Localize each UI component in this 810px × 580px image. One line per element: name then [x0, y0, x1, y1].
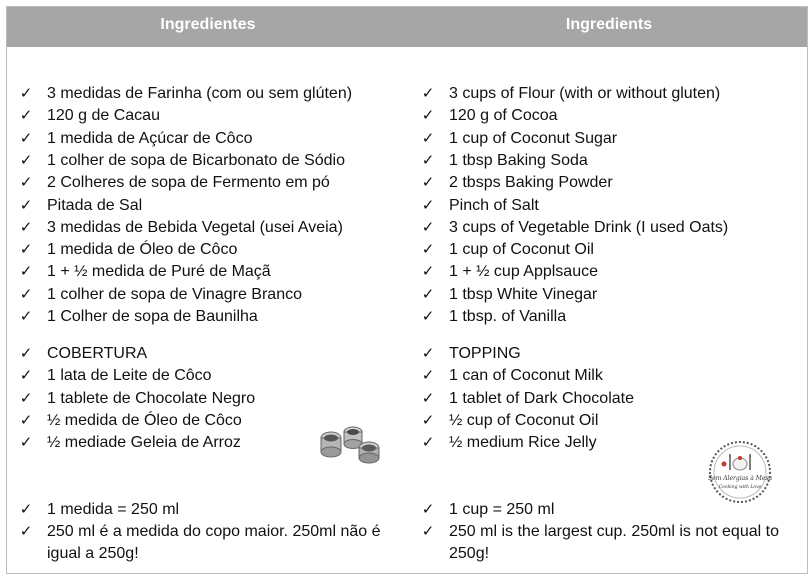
check-icon: ✓ [421, 196, 435, 214]
item-text: ½ mediade Geleia de Arroz [47, 434, 241, 452]
item-text: 1 colher de sopa de Vinagre Branco [47, 285, 302, 303]
check-icon: ✓ [421, 151, 435, 169]
check-icon: ✓ [19, 411, 33, 429]
item-text: 1 cup of Coconut Sugar [449, 129, 618, 147]
check-icon: ✓ [421, 308, 435, 325]
ingredient-item [409, 284, 809, 306]
ingredient-item [7, 172, 409, 194]
column-portuguese [7, 47, 409, 573]
topping-item [7, 365, 409, 387]
item-text: Pinch of Salt [449, 196, 539, 214]
item-text: 1 tbsp White Vinegar [449, 285, 598, 303]
item-text: ½ medium Rice Jelly [449, 434, 597, 452]
check-icon: ✓ [19, 367, 33, 385]
item-text: 3 cups of Vegetable Drink (I used Oats) [449, 218, 729, 236]
item-text: 1 can of Coconut Milk [449, 367, 603, 385]
check-icon: ✓ [19, 129, 33, 147]
item-text: 1 cup = 250 ml [449, 501, 555, 518]
check-icon: ✓ [19, 434, 33, 452]
check-icon: ✓ [19, 308, 33, 325]
topping-item [409, 343, 809, 365]
item-text: Pitada de Sal [47, 196, 143, 214]
item-text: 3 cups of Flour (with or without gluten) [449, 85, 721, 102]
check-icon: ✓ [19, 151, 33, 169]
item-text: 1 + ½ medida de Puré de Maçã [47, 263, 271, 281]
item-text: 3 medidas de Farinha (com ou sem glúten) [47, 85, 353, 102]
item-text: TOPPING [449, 345, 521, 362]
ingredient-item [7, 105, 409, 127]
check-icon: ✓ [421, 218, 435, 236]
item-text: 120 g of Cocoa [449, 107, 558, 125]
item-text: COBERTURA [47, 345, 148, 362]
ingredient-item [7, 284, 409, 306]
check-icon: ✓ [421, 174, 435, 192]
check-icon: ✓ [19, 241, 33, 259]
topping-item [409, 410, 809, 432]
item-text: 120 g de Cacau [47, 107, 160, 125]
item-text: 1 colher de sopa de Bicarbonato de Sódio [47, 151, 345, 169]
check-icon: ✓ [421, 411, 435, 429]
ingredient-item [409, 172, 809, 194]
item-text: 1 cup of Coconut Oil [449, 241, 594, 259]
item-text: 2 Colheres de sopa de Fermento em pó [47, 174, 330, 192]
check-icon: ✓ [421, 345, 435, 362]
check-icon: ✓ [19, 263, 33, 281]
ingredient-item [7, 306, 409, 328]
ingredient-item [7, 195, 409, 217]
ingredient-item [409, 217, 809, 239]
check-icon: ✓ [19, 389, 33, 407]
item-text: 1 Colher de sopa de Baunilha [47, 308, 258, 325]
item-text: 2 tbsps Baking Powder [449, 174, 613, 192]
ingredient-item [409, 128, 809, 150]
header-portuguese: Ingredientes [160, 16, 256, 33]
logo-tagline: Cooking with Love [718, 485, 762, 490]
header-english: Ingredients [565, 16, 653, 33]
check-icon: ✓ [421, 263, 435, 281]
ingredient-item [7, 150, 409, 172]
ingredient-item [409, 83, 809, 105]
item-text: 1 lata de Leite de Côco [47, 367, 212, 385]
ingredient-item [7, 128, 409, 150]
topping-item [409, 365, 809, 387]
check-icon: ✓ [19, 174, 33, 192]
check-icon: ✓ [421, 501, 435, 518]
check-icon: ✓ [421, 389, 435, 407]
check-icon: ✓ [19, 285, 33, 303]
ingredient-item [409, 306, 809, 328]
item-text: ½ cup of Coconut Oil [449, 411, 599, 429]
check-icon: ✓ [421, 85, 435, 102]
ingredient-item [7, 261, 409, 283]
ingredient-item [7, 83, 409, 105]
check-icon: ✓ [421, 241, 435, 259]
item-text: 1 medida = 250 ml [47, 501, 180, 518]
item-text: 1 tbsp Baking Soda [449, 151, 588, 169]
ingredient-item [409, 239, 809, 261]
measuring-cups-icon [317, 422, 381, 464]
check-icon: ✓ [421, 285, 435, 303]
check-icon: ✓ [421, 434, 435, 452]
check-icon: ✓ [421, 367, 435, 385]
topping-item [7, 343, 409, 365]
check-icon: ✓ [421, 129, 435, 147]
check-icon: ✓ [19, 345, 33, 362]
ingredient-item [7, 239, 409, 261]
check-icon: ✓ [19, 218, 33, 236]
check-icon: ✓ [19, 196, 33, 214]
item-text: 1 tablete de Chocolate Negro [47, 389, 256, 407]
check-icon: ✓ [421, 523, 435, 541]
check-icon: ✓ [19, 85, 33, 102]
item-text: 250 ml é a medida do copo maior. 250ml não é igual a 250g! [47, 523, 381, 563]
item-text: 3 medidas de Bebida Vegetal (usei Aveia) [47, 218, 343, 236]
item-text: 1 tablet of Dark Chocolate [449, 389, 634, 407]
item-text: 250 ml is the largest cup. 250ml is not equal to 250g! [449, 523, 779, 563]
brand-logo [700, 440, 780, 504]
table-header [7, 7, 807, 47]
ingredient-item [409, 261, 809, 283]
item-text: 1 tbsp. of Vanilla [449, 308, 567, 325]
item-text: 1 + ½ cup Applsauce [449, 263, 598, 281]
ingredient-item [7, 217, 409, 239]
ingredient-item [409, 150, 809, 172]
ingredient-item [409, 105, 809, 127]
logo-name: Sem Alergias à Mesa [707, 475, 773, 482]
note-item [7, 499, 409, 521]
item-text: ½ medida de Óleo de Côco [47, 411, 242, 429]
check-icon: ✓ [19, 523, 33, 541]
topping-item [409, 388, 809, 410]
check-icon: ✓ [19, 501, 33, 518]
ingredient-item [409, 195, 809, 217]
item-text: 1 medida de Açúcar de Côco [47, 129, 253, 147]
check-icon: ✓ [19, 107, 33, 125]
check-icon: ✓ [421, 107, 435, 125]
item-text: 1 medida de Óleo de Côco [47, 241, 238, 259]
topping-item [7, 388, 409, 410]
recipe-table [6, 6, 808, 574]
